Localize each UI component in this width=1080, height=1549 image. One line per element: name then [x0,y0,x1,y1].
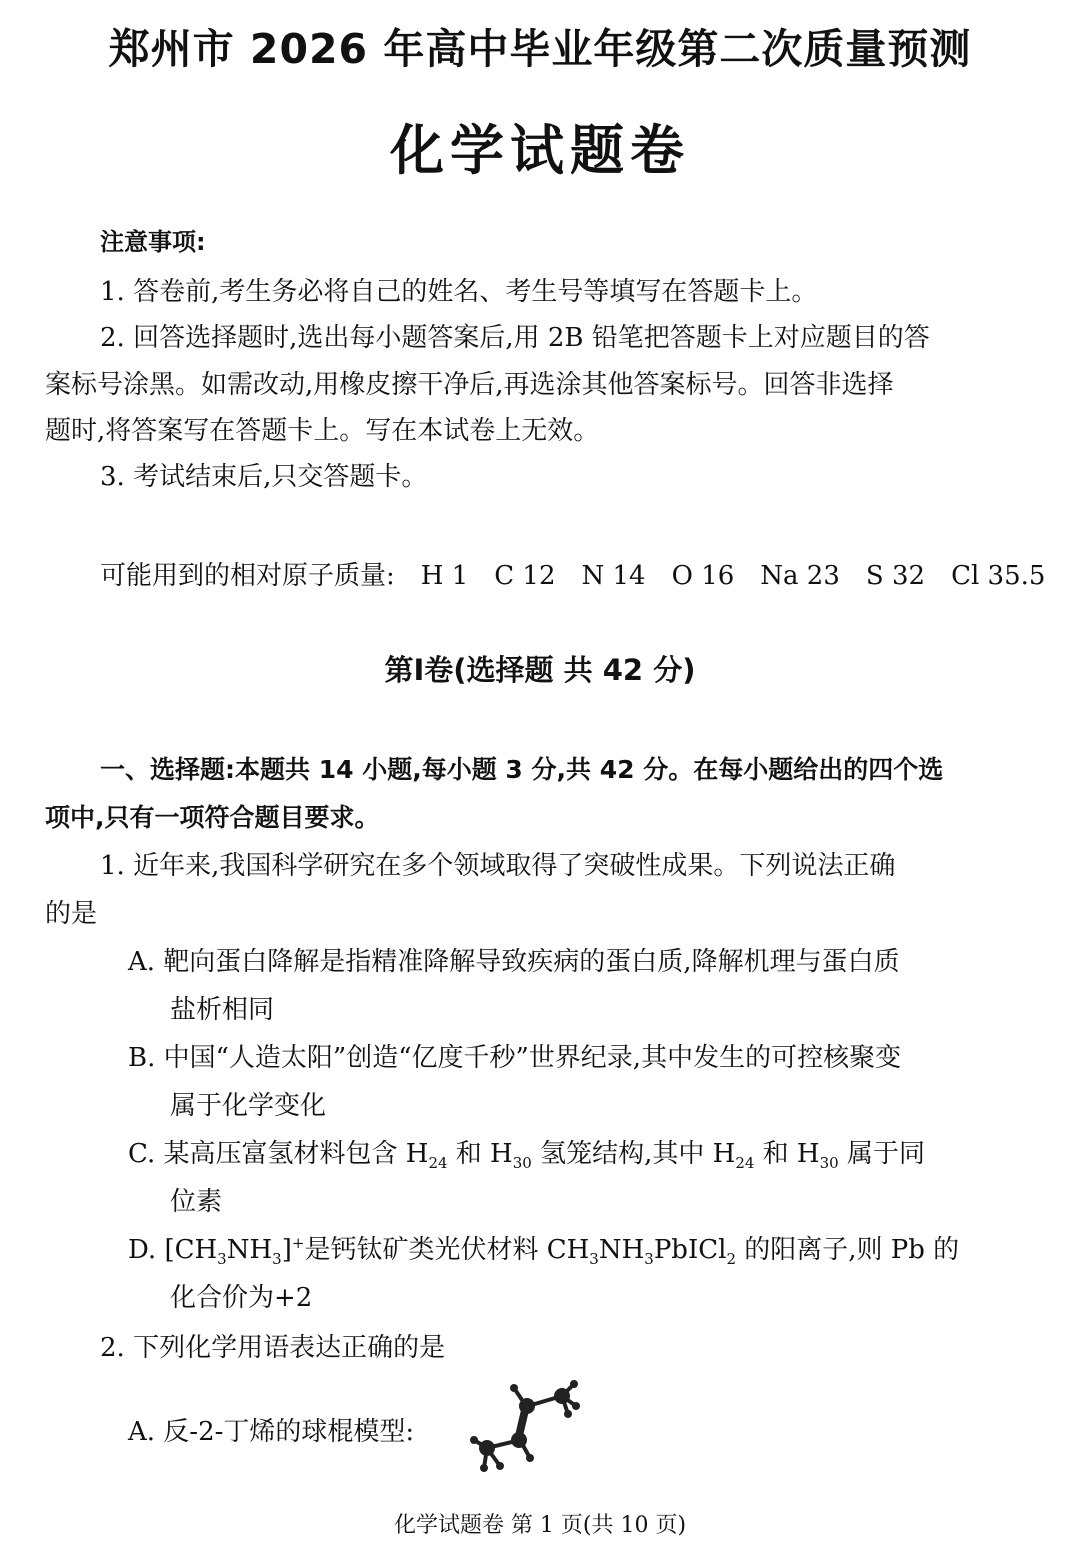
q1-option-b-line-2: 属于化学变化 [170,1091,327,1121]
notice-heading: 注意事项: [100,228,206,256]
exam-subject-title: 化学试题卷 [390,119,690,182]
q1-option-c-line-2: 位素 [170,1187,223,1217]
q1-option-d-line-1: D. $[CH_3NH_3]^+$是钙钛矿类光伏材料 $CH_3NH_3PbICl_2$ 的阳离子,则 Pb 的 [128,1234,960,1268]
section-intro-line-2: 项中,只有一项符合题目要求。 [45,803,380,832]
q1-option-d-line-2: 化合价为+2 [170,1283,313,1313]
notice-item-2-line-3: 题时,将答案写在答题卡上。写在本试卷上无效。 [45,416,600,446]
atomic-mass-line [100,552,1045,600]
question-2-stem: 2. 下列化学用语表达正确的是 [100,1333,446,1363]
page-footer: 化学试题卷 第 1 页(共 10 页) [393,1513,687,1538]
notice-item-3: 3. 考试结束后,只交答题卡。 [100,462,428,492]
atomic-mass-item: Na 23 [760,561,840,591]
q2-option-a-label: A. 反-2-丁烯的球棍模型: [128,1417,415,1447]
q1-option-b-line-1: B. 中国“人造太阳”创造“亿度千秒”世界纪录,其中发生的可控核聚变 [128,1043,902,1073]
q1-option-a-line-1: A. 靶向蛋白降解是指精准降解导致疾病的蛋白质,降解机理与蛋白质 [128,947,900,977]
section-title: 第Ⅰ卷(选择题 共 42 分) [384,653,696,687]
atomic-mass-label: 可能用到的相对原子质量: [100,561,395,591]
q1-option-c-line-1: C. 某高压富氢材料包含 $H_{24}$ 和 $H_{30}$ 氢笼结构,其中 $H_{24}$ 和 $H_{30}$ 属于同 [128,1139,925,1172]
section-intro-line-1: 一、选择题:本题共 14 小题,每小题 3 分,共 42 分。在每小题给出的四个选 [100,755,944,784]
atomic-mass-item: N 14 [581,561,646,591]
atomic-mass-item: H 1 [420,561,469,591]
atomic-mass-item: C 12 [494,561,556,591]
question-1-stem-line-1: 1. 近年来,我国科学研究在多个领域取得了突破性成果。下列说法正确 [100,851,896,881]
atomic-mass-item: Cl 35.5 [951,561,1046,591]
page-title: 郑州市 2026 年高中毕业年级第二次质量预测 [108,25,972,73]
ball-and-stick-model-image [462,1378,592,1478]
atomic-mass-item: S 32 [865,561,926,591]
notice-item-2-line-2: 案标号涂黑。如需改动,用橡皮擦干净后,再选涂其他答案标号。回答非选择 [45,370,894,400]
question-1-stem-line-2: 的是 [45,899,98,929]
notice-item-2-line-1: 2. 回答选择题时,选出每小题答案后,用 2B 铅笔把答题卡上对应题目的答 [100,323,930,353]
q1-option-a-line-2: 盐析相同 [170,995,275,1025]
atomic-mass-item: O 16 [671,561,735,591]
notice-item-1: 1. 答卷前,考生务必将自己的姓名、考生号等填写在答题卡上。 [100,277,818,307]
